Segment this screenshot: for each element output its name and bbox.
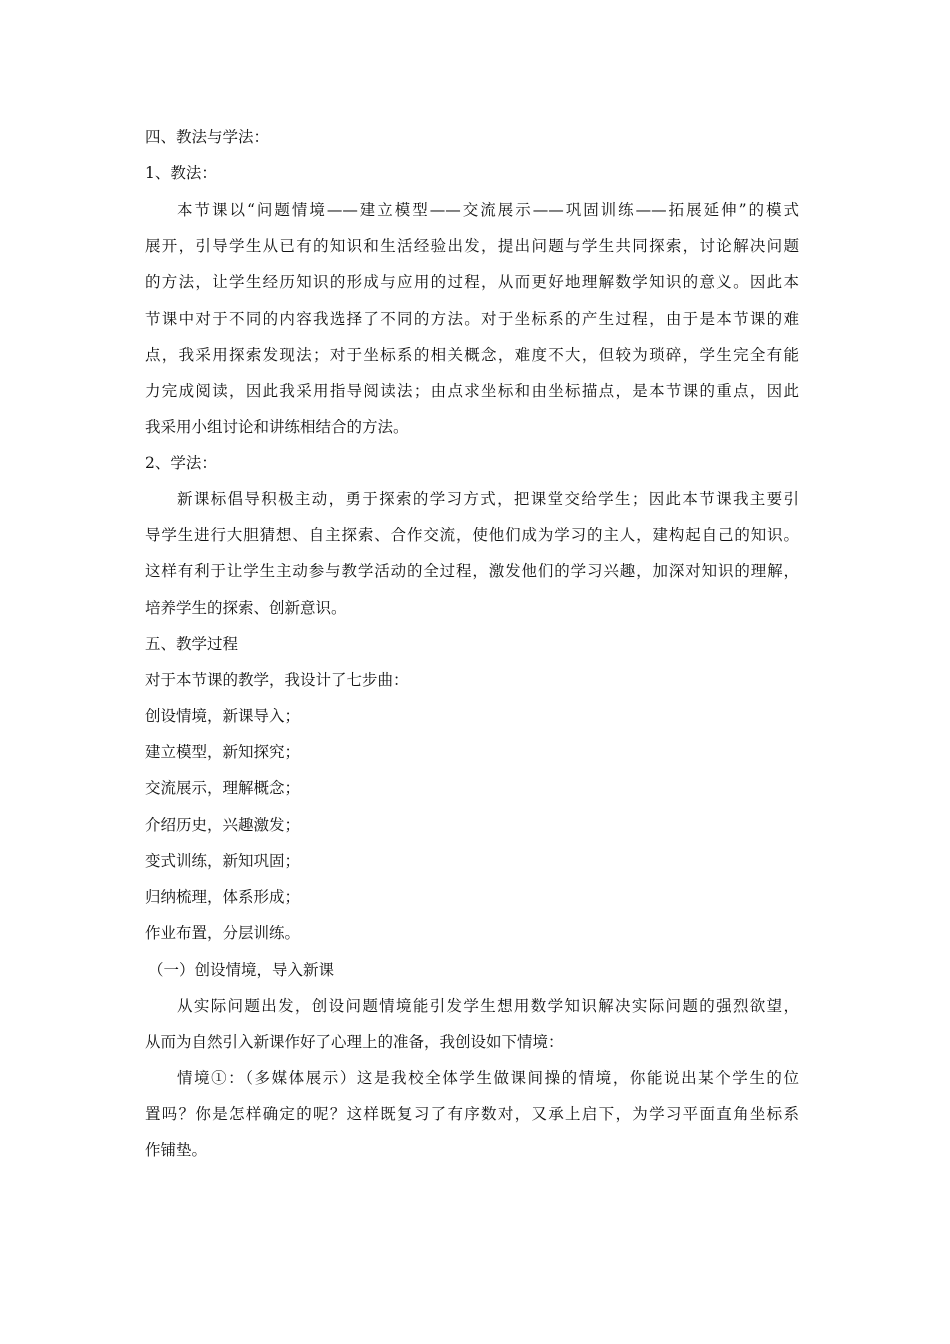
step-item: 作业布置，分层训练。 — [145, 924, 301, 942]
section-4-1-heading: 1、教法： — [145, 164, 217, 182]
paragraph-line: 导学生进行大胆猜想、自主探索、合作交流，使他们成为学习的主人，建构起自己的知识。 — [145, 526, 799, 544]
step-item: 创设情境，新课导入； — [145, 707, 301, 725]
paragraph-line: 置吗？你是怎样确定的呢？这样既复习了有序数对，又承上启下，为学习平面直角坐标系 — [145, 1105, 799, 1123]
step-item: 介绍历史，兴趣激发； — [145, 816, 301, 834]
paragraph-line: 本节课以“问题情境——建立模型——交流展示——巩固训练——拓展延伸”的模式 — [177, 201, 799, 219]
paragraph-line: 从实际问题出发，创设问题情境能引发学生想用数学知识解决实际问题的强烈欲望， — [177, 997, 799, 1015]
paragraph-line: 展开，引导学生从已有的知识和生活经验出发，提出问题与学生共同探索，讨论解决问题 — [145, 237, 799, 255]
paragraph-line: 培养学生的探索、创新意识。 — [145, 599, 347, 617]
paragraph-line: 的方法，让学生经历知识的形成与应用的过程，从而更好地理解数学知识的意义。因此本 — [145, 273, 799, 291]
step-item: 变式训练，新知巩固； — [145, 852, 301, 870]
section-4-heading: 四、教法与学法： — [145, 128, 270, 146]
section-5-intro: 对于本节课的教学，我设计了七步曲： — [145, 671, 409, 689]
paragraph-line: 我采用小组讨论和讲练相结合的方法。 — [145, 418, 409, 436]
section-4-2-heading: 2、学法： — [145, 454, 217, 472]
subsection-1-heading: （一）创设情境，导入新课 — [148, 961, 335, 979]
paragraph-line: 这样有利于让学生主动参与教学活动的全过程，激发他们的学习兴趣，加深对知识的理解， — [145, 562, 799, 580]
paragraph-line: 节课中对于不同的内容我选择了不同的方法。对于坐标系的产生过程，由于是本节课的难 — [145, 310, 799, 328]
paragraph-line: 从而为自然引入新课作好了心理上的准备，我创设如下情境： — [145, 1033, 564, 1051]
paragraph-line: 力完成阅读，因此我采用指导阅读法；由点求坐标和由坐标描点，是本节课的重点，因此 — [145, 382, 799, 400]
paragraph-line: 新课标倡导积极主动，勇于探索的学习方式，把课堂交给学生；因此本节课我主要引 — [177, 490, 799, 508]
section-5-heading: 五、教学过程 — [145, 635, 239, 653]
paragraph-line: 情境①：（多媒体展示）这是我校全体学生做课间操的情境，你能说出某个学生的位 — [177, 1069, 799, 1087]
step-item: 交流展示，理解概念； — [145, 779, 301, 797]
step-item: 建立模型，新知探究； — [145, 743, 301, 761]
paragraph-line: 作铺垫。 — [145, 1141, 208, 1159]
step-item: 归纳梳理，体系形成； — [145, 888, 301, 906]
paragraph-line: 点，我采用探索发现法；对于坐标系的相关概念，难度不大，但较为琐碎，学生完全有能 — [145, 346, 799, 364]
